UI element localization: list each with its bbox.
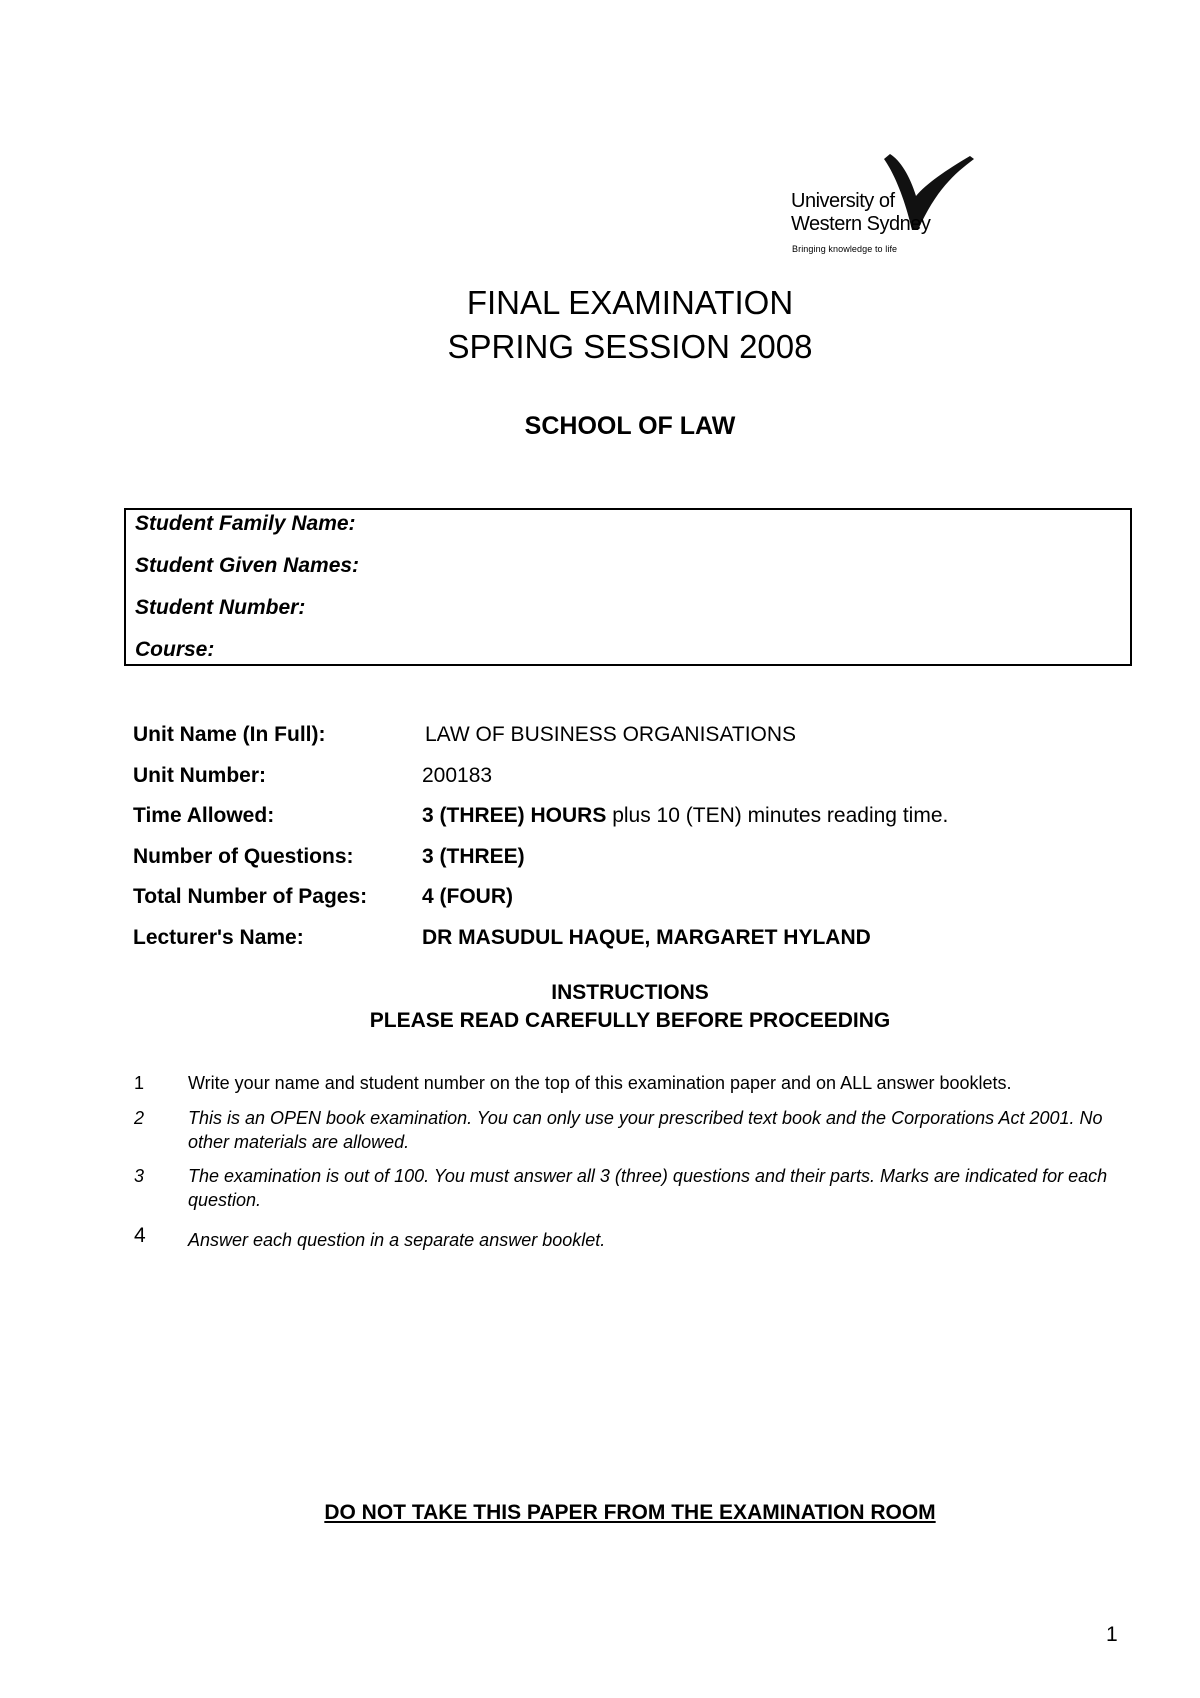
time-allowed-label: Time Allowed: [133,804,275,827]
time-allowed-value: 3 (THREE) HOURS plus 10 (TEN) minutes reading time. [422,804,949,827]
student-details-box [124,508,1132,666]
logo-name: University of Western Sydney [791,190,931,235]
student-number-label: Student Number: [135,596,306,619]
instruction-number: 3 [134,1166,145,1186]
unit-name-label: Unit Name (In Full): [133,723,326,746]
instruction-item: Answer each question in a separate answer booklet. [188,1230,606,1250]
school-name: SCHOOL OF LAW [524,412,736,440]
unit-number-label: Unit Number: [133,764,266,787]
total-pages-label: Total Number of Pages: [133,885,368,908]
instructions-subheading: PLEASE READ CAREFULLY BEFORE PROCEEDING [369,1009,891,1032]
instruction-item: Write your name and student number on the top of this examination paper and on ALL answer booklets. [188,1073,1012,1093]
exam-session: SPRING SESSION 2008 [447,328,813,365]
unit-number-value: 200183 [422,764,493,787]
instruction-item: The examination is out of 100. You must answer all 3 (three) questions and their parts. Marks are indicated for each question. [188,1166,1108,1210]
instruction-number: 4 [134,1224,146,1247]
number-of-questions-label: Number of Questions: [133,845,354,868]
student-given-names-label: Student Given Names: [135,554,360,577]
student-family-name-label: Student Family Name: [135,512,356,535]
logo-tagline: Bringing knowledge to life [792,244,898,254]
lecturer-name-label: Lecturer's Name: [133,926,304,949]
instructions-heading: INSTRUCTIONS [551,981,709,1004]
unit-name-value: LAW OF BUSINESS ORGANISATIONS [425,723,797,746]
number-of-questions-value: 3 (THREE) [422,845,525,868]
instruction-number: 2 [134,1108,145,1128]
instruction-item: This is an OPEN book examination. You can only use your prescribed text book and the Corporations Act 2001. No other materials are allowed. [188,1108,1103,1152]
exam-title: FINAL EXAMINATION [466,284,794,321]
lecturer-name-value: DR MASUDUL HAQUE, MARGARET HYLAND [422,926,871,949]
course-label: Course: [135,638,215,661]
total-pages-value: 4 (FOUR) [422,885,513,908]
page-number: 1 [1106,1623,1118,1646]
footer-warning: DO NOT TAKE THIS PAPER FROM THE EXAMINATION ROOM [324,1501,936,1524]
instruction-number: 1 [134,1073,145,1093]
